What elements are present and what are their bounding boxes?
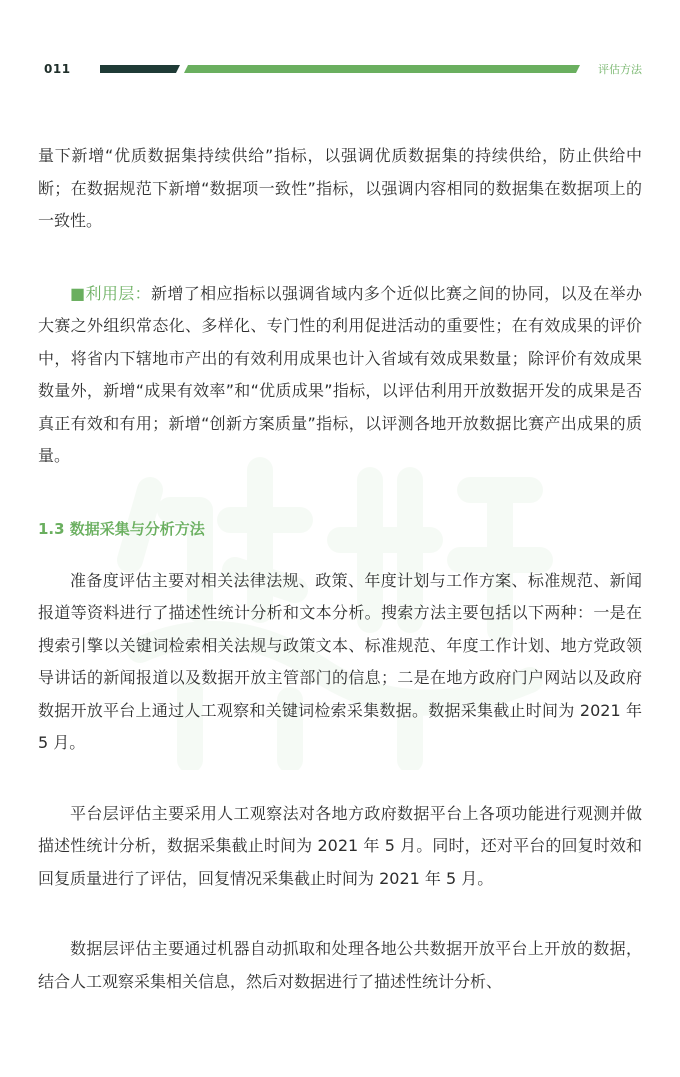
subsection-heading: 1.3 数据采集与分析方法 [38, 519, 205, 538]
paragraph-platform-assessment: 平台层评估主要采用人工观察法对各地方政府数据平台上各项功能进行观测并做描述性统计分析，数据采集截止时间为 2021 年 5 月。同时，还对平台的回复时效和回复质量进行了评估，回复情况采集截止时间为 2021 年 5 月。 [38, 803, 642, 888]
utilization-layer-text: 新增了相应指标以强调省域内多个近似比赛之间的协同，以及在举办大赛之外组织常态化、多样化、专门性的利用促进活动的重要性；在有效成果的评价中，将省内下辖地市产出的有效利用成果也计入省域有效成果数量；除评价有效成果数量外，新增“成果有效率”和“优质成果”指标，以评估利用开放数据开发的成果是否真正有效和有用；新增“创新方案质量”指标，以评测各地开放数据比赛产出成果的质量。 [38, 283, 642, 465]
header-decorative-bars [100, 65, 580, 73]
page-number: 011 [44, 62, 71, 76]
page-header [0, 0, 680, 90]
main-content [38, 140, 642, 998]
paragraph-readiness-assessment: 准备度评估主要对相关法律法规、政策、年度计划与工作方案、标准规范、新闻报道等资料进行了描述性统计分析和文本分析。搜索方法主要包括以下两种：一是在搜索引擎以关键词检索相关法规与政策文本、标准规范、年度工作计划、地方党政领导讲话的新闻报道以及数据开放主管部门的信息；二是在地方政府门户网站以及政府数据开放平台上通过人工观察和关键词检索采集数据。数据采集截止时间为 2021 年 5 月。 [38, 570, 642, 752]
dark-bar [100, 65, 180, 73]
bullet-square-icon: ■ [70, 283, 86, 303]
paragraph-data-assessment: 数据层评估主要通过机器自动抓取和处理各地公共数据开放平台上开放的数据，结合人工观察采集相关信息，然后对数据进行了描述性统计分析、 [38, 939, 642, 991]
green-bar [184, 65, 580, 73]
section-label: 评估方法 [598, 63, 642, 76]
utilization-layer-label: 利用层： [85, 283, 152, 303]
paragraph-utilization-layer [38, 278, 642, 473]
paragraph-data-layer-continued: 量下新增“优质数据集持续供给”指标，以强调优质数据集的持续供给，防止供给中断；在数据规范下新增“数据项一致性”指标，以强调内容相同的数据集在数据项上的一致性。 [38, 146, 642, 230]
